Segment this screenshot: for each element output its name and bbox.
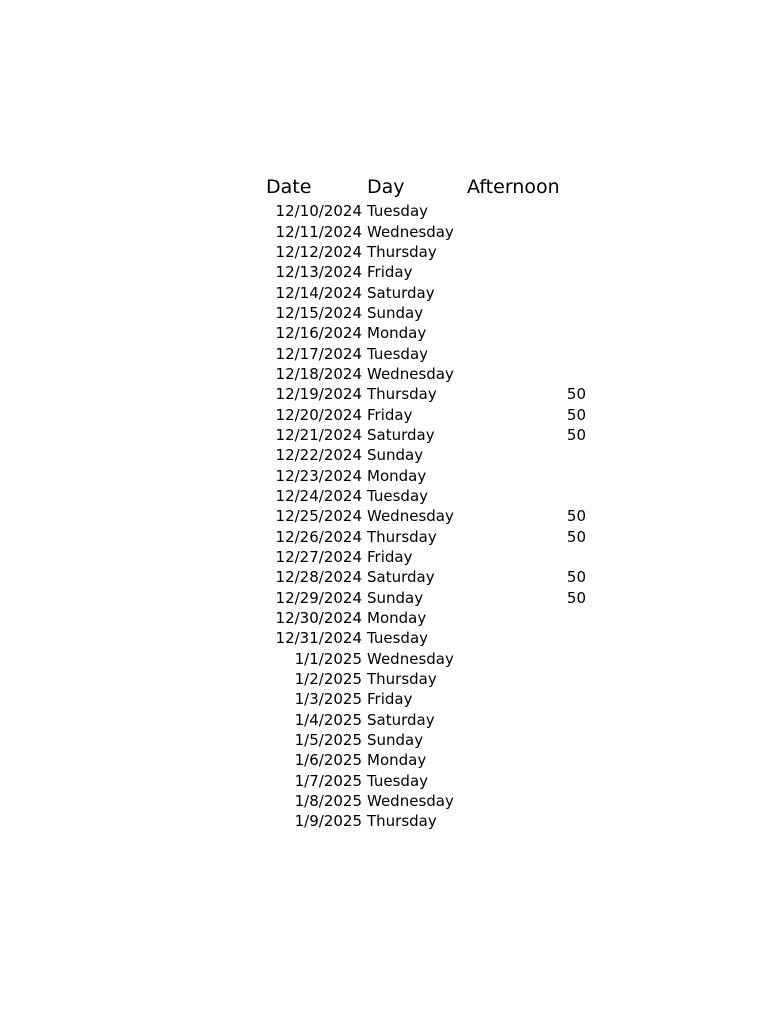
cell-date: 1/7/2025 <box>294 771 362 790</box>
table-row <box>262 343 589 363</box>
cell-date: 1/9/2025 <box>294 812 362 831</box>
table-row <box>262 730 589 750</box>
cell-day: Wednesday <box>367 222 454 241</box>
table-row <box>262 811 589 831</box>
table-row <box>262 567 589 587</box>
cell-date: 12/31/2024 <box>275 629 362 648</box>
table-row <box>262 588 589 608</box>
cell-day: Saturday <box>367 568 435 587</box>
cell-date: 12/25/2024 <box>275 507 362 526</box>
cell-date: 12/11/2024 <box>275 222 362 241</box>
cell-day: Monday <box>367 751 427 770</box>
cell-day: Thursday <box>367 670 437 689</box>
table-row <box>262 669 589 689</box>
cell-date: 1/6/2025 <box>294 751 362 770</box>
cell-date: 12/22/2024 <box>275 446 362 465</box>
table-row <box>262 791 589 811</box>
cell-day: Saturday <box>367 710 435 729</box>
cell-date: 12/15/2024 <box>275 303 362 322</box>
table-row <box>262 404 589 424</box>
table-row <box>262 384 589 404</box>
header-afternoon: Afternoon <box>467 176 560 198</box>
cell-date: 1/8/2025 <box>294 792 362 811</box>
cell-date: 12/21/2024 <box>275 425 362 444</box>
cell-afternoon: 50 <box>566 507 586 526</box>
cell-day: Tuesday <box>367 344 429 363</box>
cell-day: Sunday <box>367 303 424 322</box>
cell-day: Wednesday <box>367 364 454 383</box>
table-row <box>262 282 589 302</box>
cell-date: 12/30/2024 <box>275 609 362 628</box>
table-row <box>262 710 589 730</box>
table-row <box>262 201 589 221</box>
table-row <box>262 221 589 241</box>
table-row <box>262 649 589 669</box>
header-date: Date <box>266 176 312 198</box>
cell-date: 12/28/2024 <box>275 568 362 587</box>
cell-day: Friday <box>367 405 413 424</box>
table-row <box>262 608 589 628</box>
cell-day: Tuesday <box>367 202 429 221</box>
table-body <box>262 201 589 832</box>
table-row <box>262 527 589 547</box>
table-row <box>262 303 589 323</box>
table-row <box>262 242 589 262</box>
cell-day: Sunday <box>367 588 424 607</box>
cell-day: Sunday <box>367 731 424 750</box>
cell-day: Tuesday <box>367 771 429 790</box>
cell-afternoon: 50 <box>566 385 586 404</box>
table-row <box>262 465 589 485</box>
cell-afternoon: 50 <box>566 588 586 607</box>
cell-day: Tuesday <box>367 629 429 648</box>
table-row <box>262 364 589 384</box>
cell-date: 1/3/2025 <box>294 690 362 709</box>
table-row <box>262 486 589 506</box>
cell-date: 1/5/2025 <box>294 731 362 750</box>
table-row <box>262 445 589 465</box>
cell-date: 12/18/2024 <box>275 364 362 383</box>
cell-day: Friday <box>367 263 413 282</box>
table-row <box>262 771 589 791</box>
cell-date: 12/29/2024 <box>275 588 362 607</box>
cell-date: 12/24/2024 <box>275 486 362 505</box>
table-row <box>262 262 589 282</box>
cell-day: Sunday <box>367 446 424 465</box>
cell-day: Wednesday <box>367 507 454 526</box>
cell-day: Saturday <box>367 283 435 302</box>
cell-date: 12/14/2024 <box>275 283 362 302</box>
cell-date: 12/13/2024 <box>275 263 362 282</box>
cell-date: 12/12/2024 <box>275 242 362 261</box>
table-row <box>262 547 589 567</box>
cell-date: 1/1/2025 <box>294 649 362 668</box>
table-row <box>262 628 589 648</box>
cell-day: Friday <box>367 548 413 567</box>
cell-date: 12/20/2024 <box>275 405 362 424</box>
cell-day: Monday <box>367 466 427 485</box>
cell-day: Monday <box>367 324 427 343</box>
cell-day: Thursday <box>367 385 437 404</box>
table-row <box>262 750 589 770</box>
cell-date: 12/17/2024 <box>275 344 362 363</box>
header-day: Day <box>367 176 405 198</box>
cell-date: 12/26/2024 <box>275 527 362 546</box>
cell-day: Tuesday <box>367 486 429 505</box>
cell-date: 1/2/2025 <box>294 670 362 689</box>
cell-afternoon: 50 <box>566 568 586 587</box>
cell-date: 12/19/2024 <box>275 385 362 404</box>
cell-day: Thursday <box>367 812 437 831</box>
cell-afternoon: 50 <box>566 527 586 546</box>
cell-day: Wednesday <box>367 792 454 811</box>
table-row <box>262 425 589 445</box>
cell-date: 12/10/2024 <box>275 202 362 221</box>
cell-date: 1/4/2025 <box>294 710 362 729</box>
cell-day: Saturday <box>367 425 435 444</box>
cell-date: 12/27/2024 <box>275 548 362 567</box>
cell-day: Thursday <box>367 527 437 546</box>
cell-date: 12/23/2024 <box>275 466 362 485</box>
table-header-row <box>262 173 589 201</box>
cell-afternoon: 50 <box>566 425 586 444</box>
cell-day: Monday <box>367 609 427 628</box>
table-row <box>262 506 589 526</box>
table-row <box>262 689 589 709</box>
cell-day: Wednesday <box>367 649 454 668</box>
cell-date: 12/16/2024 <box>275 324 362 343</box>
cell-day: Thursday <box>367 242 437 261</box>
schedule-table <box>262 173 589 832</box>
cell-day: Friday <box>367 690 413 709</box>
table-row <box>262 323 589 343</box>
cell-afternoon: 50 <box>566 405 586 424</box>
